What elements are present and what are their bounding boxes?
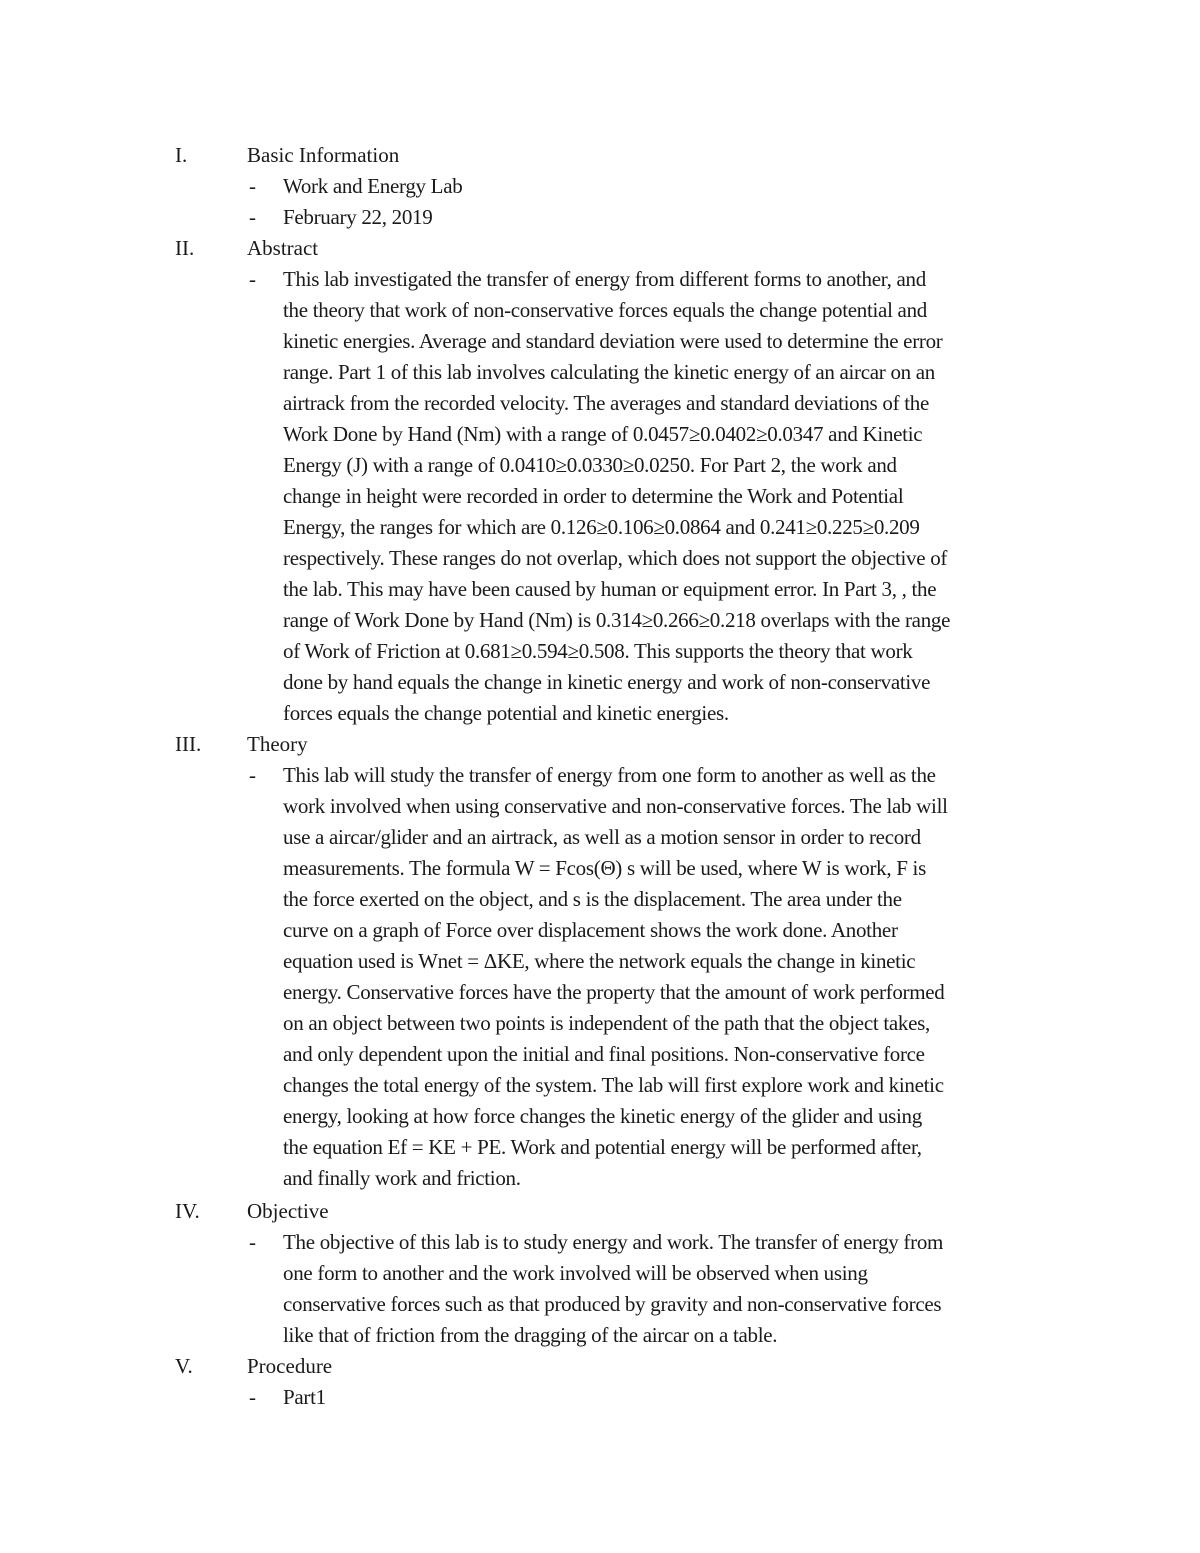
text-line: This lab investigated the transfer of energy from different forms to another, and (283, 267, 926, 291)
text-line: the equation Ef = KE + PE. Work and potential energy will be performed after, (283, 1135, 922, 1159)
text-line: on an object between two points is independent of the path that the object takes, (283, 1011, 930, 1035)
text-line: and only dependent upon the initial and final positions. Non-conservative force (283, 1042, 925, 1066)
list-item (283, 171, 1073, 202)
text-line: curve on a graph of Force over displacement shows the work done. Another (283, 918, 898, 942)
section-numeral: IV. (175, 1199, 200, 1223)
text-line: range of Work Done by Hand (Nm) is 0.314≥0.266≥0.218 overlaps with the range (283, 608, 951, 632)
text-line: equation used is Wnet = ΔKE, where the network equals the change in kinetic (283, 949, 916, 973)
list-item (283, 1227, 1073, 1351)
text-line: changes the total energy of the system. The lab will first explore work and kinetic (283, 1073, 944, 1097)
list-item (283, 264, 1073, 729)
text-line: kinetic energies. Average and standard deviation were used to determine the error (283, 329, 943, 353)
section-heading: Basic Information (247, 143, 400, 167)
text-line: conservative forces such as that produced by gravity and non-conservative forces (283, 1292, 942, 1316)
text-line: one form to another and the work involved will be observed when using (283, 1261, 868, 1285)
text-line: The objective of this lab is to study energy and work. The transfer of energy from (283, 1230, 944, 1254)
text-line: of Work of Friction at 0.681≥0.594≥0.508. This supports the theory that work (283, 639, 913, 663)
section-heading: Abstract (247, 236, 319, 260)
section-heading: Theory (247, 732, 308, 756)
text-line: done by hand equals the change in kinetic energy and work of non-conservative (283, 670, 931, 694)
list-bullet: - (249, 1230, 256, 1254)
text-line: Energy (J) with a range of 0.0410≥0.0330≥0.0250. For Part 2, the work and (283, 453, 897, 477)
text-line: the lab. This may have been caused by human or equipment error. In Part 3, , the (283, 577, 937, 601)
text-line: the theory that work of non-conservative forces equals the change potential and (283, 298, 927, 322)
list-bullet: - (249, 1385, 256, 1409)
text-line: This lab will study the transfer of energy from one form to another as well as the (283, 763, 936, 787)
list-item (283, 760, 1073, 1194)
text-line: Work and Energy Lab (283, 174, 463, 198)
text-line: and finally work and friction. (283, 1166, 521, 1190)
list-bullet: - (249, 763, 256, 787)
list-bullet: - (249, 267, 256, 291)
text-line: forces equals the change potential and kinetic energies. (283, 701, 729, 725)
list-item (283, 202, 1073, 233)
section-numeral: V. (175, 1354, 193, 1378)
list-bullet: - (249, 174, 256, 198)
text-line: energy. Conservative forces have the property that the amount of work performed (283, 980, 945, 1004)
section-heading: Procedure (247, 1354, 333, 1378)
section-numeral: I. (175, 143, 188, 167)
text-line: Work Done by Hand (Nm) with a range of 0.0457≥0.0402≥0.0347 and Kinetic (283, 422, 923, 446)
section-numeral: III. (175, 732, 202, 756)
text-line: Part1 (283, 1385, 326, 1409)
section-numeral: II. (175, 236, 195, 260)
text-line: range. Part 1 of this lab involves calculating the kinetic energy of an aircar on an (283, 360, 936, 384)
text-line: use a aircar/glider and an airtrack, as well as a motion sensor in order to record (283, 825, 921, 849)
section-heading: Objective (247, 1199, 329, 1223)
text-line: change in height were recorded in order to determine the Work and Potential (283, 484, 904, 508)
text-line: energy, looking at how force changes the kinetic energy of the glider and using (283, 1104, 922, 1128)
text-line: like that of friction from the dragging of the aircar on a table. (283, 1323, 778, 1347)
text-line: airtrack from the recorded velocity. The averages and standard deviations of the (283, 391, 929, 415)
text-line: February 22, 2019 (283, 205, 433, 229)
text-line: respectively. These ranges do not overlap, which does not support the objective of (283, 546, 948, 570)
text-line: Energy, the ranges for which are 0.126≥0.106≥0.0864 and 0.241≥0.225≥0.209 (283, 515, 920, 539)
list-bullet: - (249, 205, 256, 229)
list-item (283, 1382, 1073, 1413)
text-line: the force exerted on the object, and s is the displacement. The area under the (283, 887, 902, 911)
text-line: measurements. The formula W = Fcos(Θ) s will be used, where W is work, F is (283, 856, 926, 880)
text-line: work involved when using conservative and non-conservative forces. The lab will (283, 794, 948, 818)
